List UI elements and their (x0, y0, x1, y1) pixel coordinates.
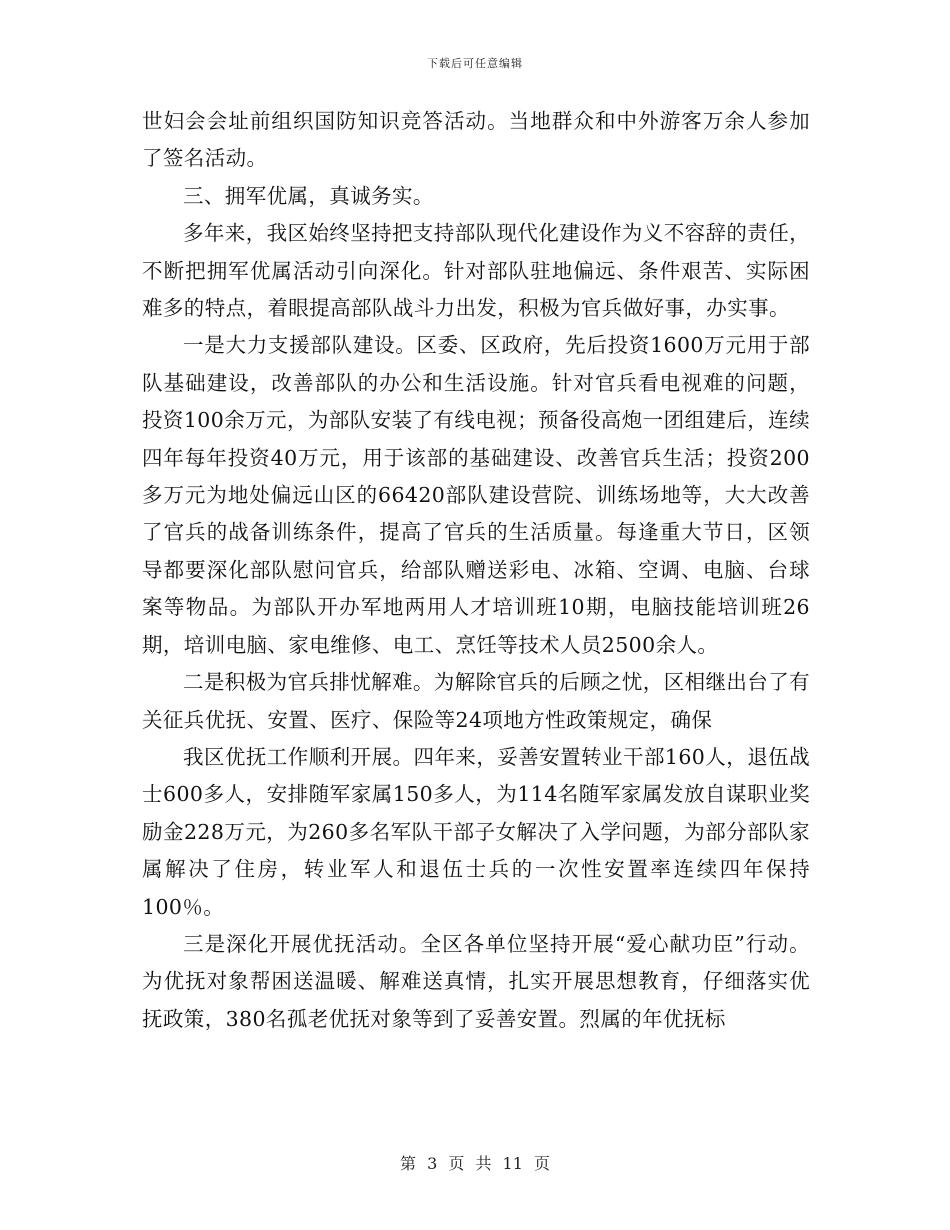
paragraph-intro: 多年来，我区始终坚持把支持部队现代化建设作为义不容辞的责任，不断把拥军优属活动引向深化。针对部队驻地偏远、条件艰苦、实际困难多的特点，着眼提高部队战斗力出发，积极为官兵做好事，办实事。 (142, 221, 810, 321)
paragraph-relieve-worries: 二是积极为官兵排忧解难。为解除官兵的后顾之忧，区相继出台了有关征兵优抚、安置、医疗、保险等24项地方性政策规定，确保 (142, 670, 810, 732)
paragraph-support-construction: 一是大力支援部队建设。区委、区政府，先后投资1600万元用于部队基础建设，改善部队的办公和生活设施。针对官兵看电视难的问题，投资100余万元，为部队安装了有线电视；预备役高炮一团组建后，连续四年每年投资40万元，用于该部的基础建设、改善官兵生活；投资200多万元为地处偏远山区的66420部队建设营院、训练场地等，大大改善了官兵的战备训练条件，提高了官兵的生活质量。每逢重大节日，区领导都要深化部队慰问官兵，给部队赠送彩电、冰箱、空调、电脑、台球案等物品。为部队开办军地两用人才培训班10期，电脑技能培训班26期，培训电脑、家电维修、电工、烹饪等技术人员2500余人。 (142, 333, 810, 657)
page-footer: 第 3 页 共 11 页 (400, 1154, 550, 1173)
paragraph-placement: 我区优抚工作顺利开展。四年来，妥善安置转业干部160人，退伍战士600多人，安排随军家属150多人，为114名随军家属发放自谋职业奖励金228万元，为260多名军队干部子女解决了入学问题，为部分部队家属解决了住房，转业军人和退伍士兵的一次性安置率连续四年保持100％。 (142, 744, 810, 919)
page-header: 下载后可任意编辑 (427, 57, 523, 70)
paragraph-continuation: 世妇会会址前组织国防知识竞答活动。当地群众和中外游客万余人参加了签名活动。 (142, 109, 810, 171)
section-heading: 三、拥军优属，真诚务实。 (183, 183, 434, 208)
document-body (142, 103, 810, 1038)
paragraph-preferential-activities: 三是深化开展优抚活动。全区各单位坚持开展“爱心献功臣”行动。为优抚对象帮困送温暖、解难送真情，扎实开展思想教育，仔细落实优抚政策，380名孤老优抚对象等到了妥善安置。烈属的年优抚标 (142, 931, 810, 1031)
